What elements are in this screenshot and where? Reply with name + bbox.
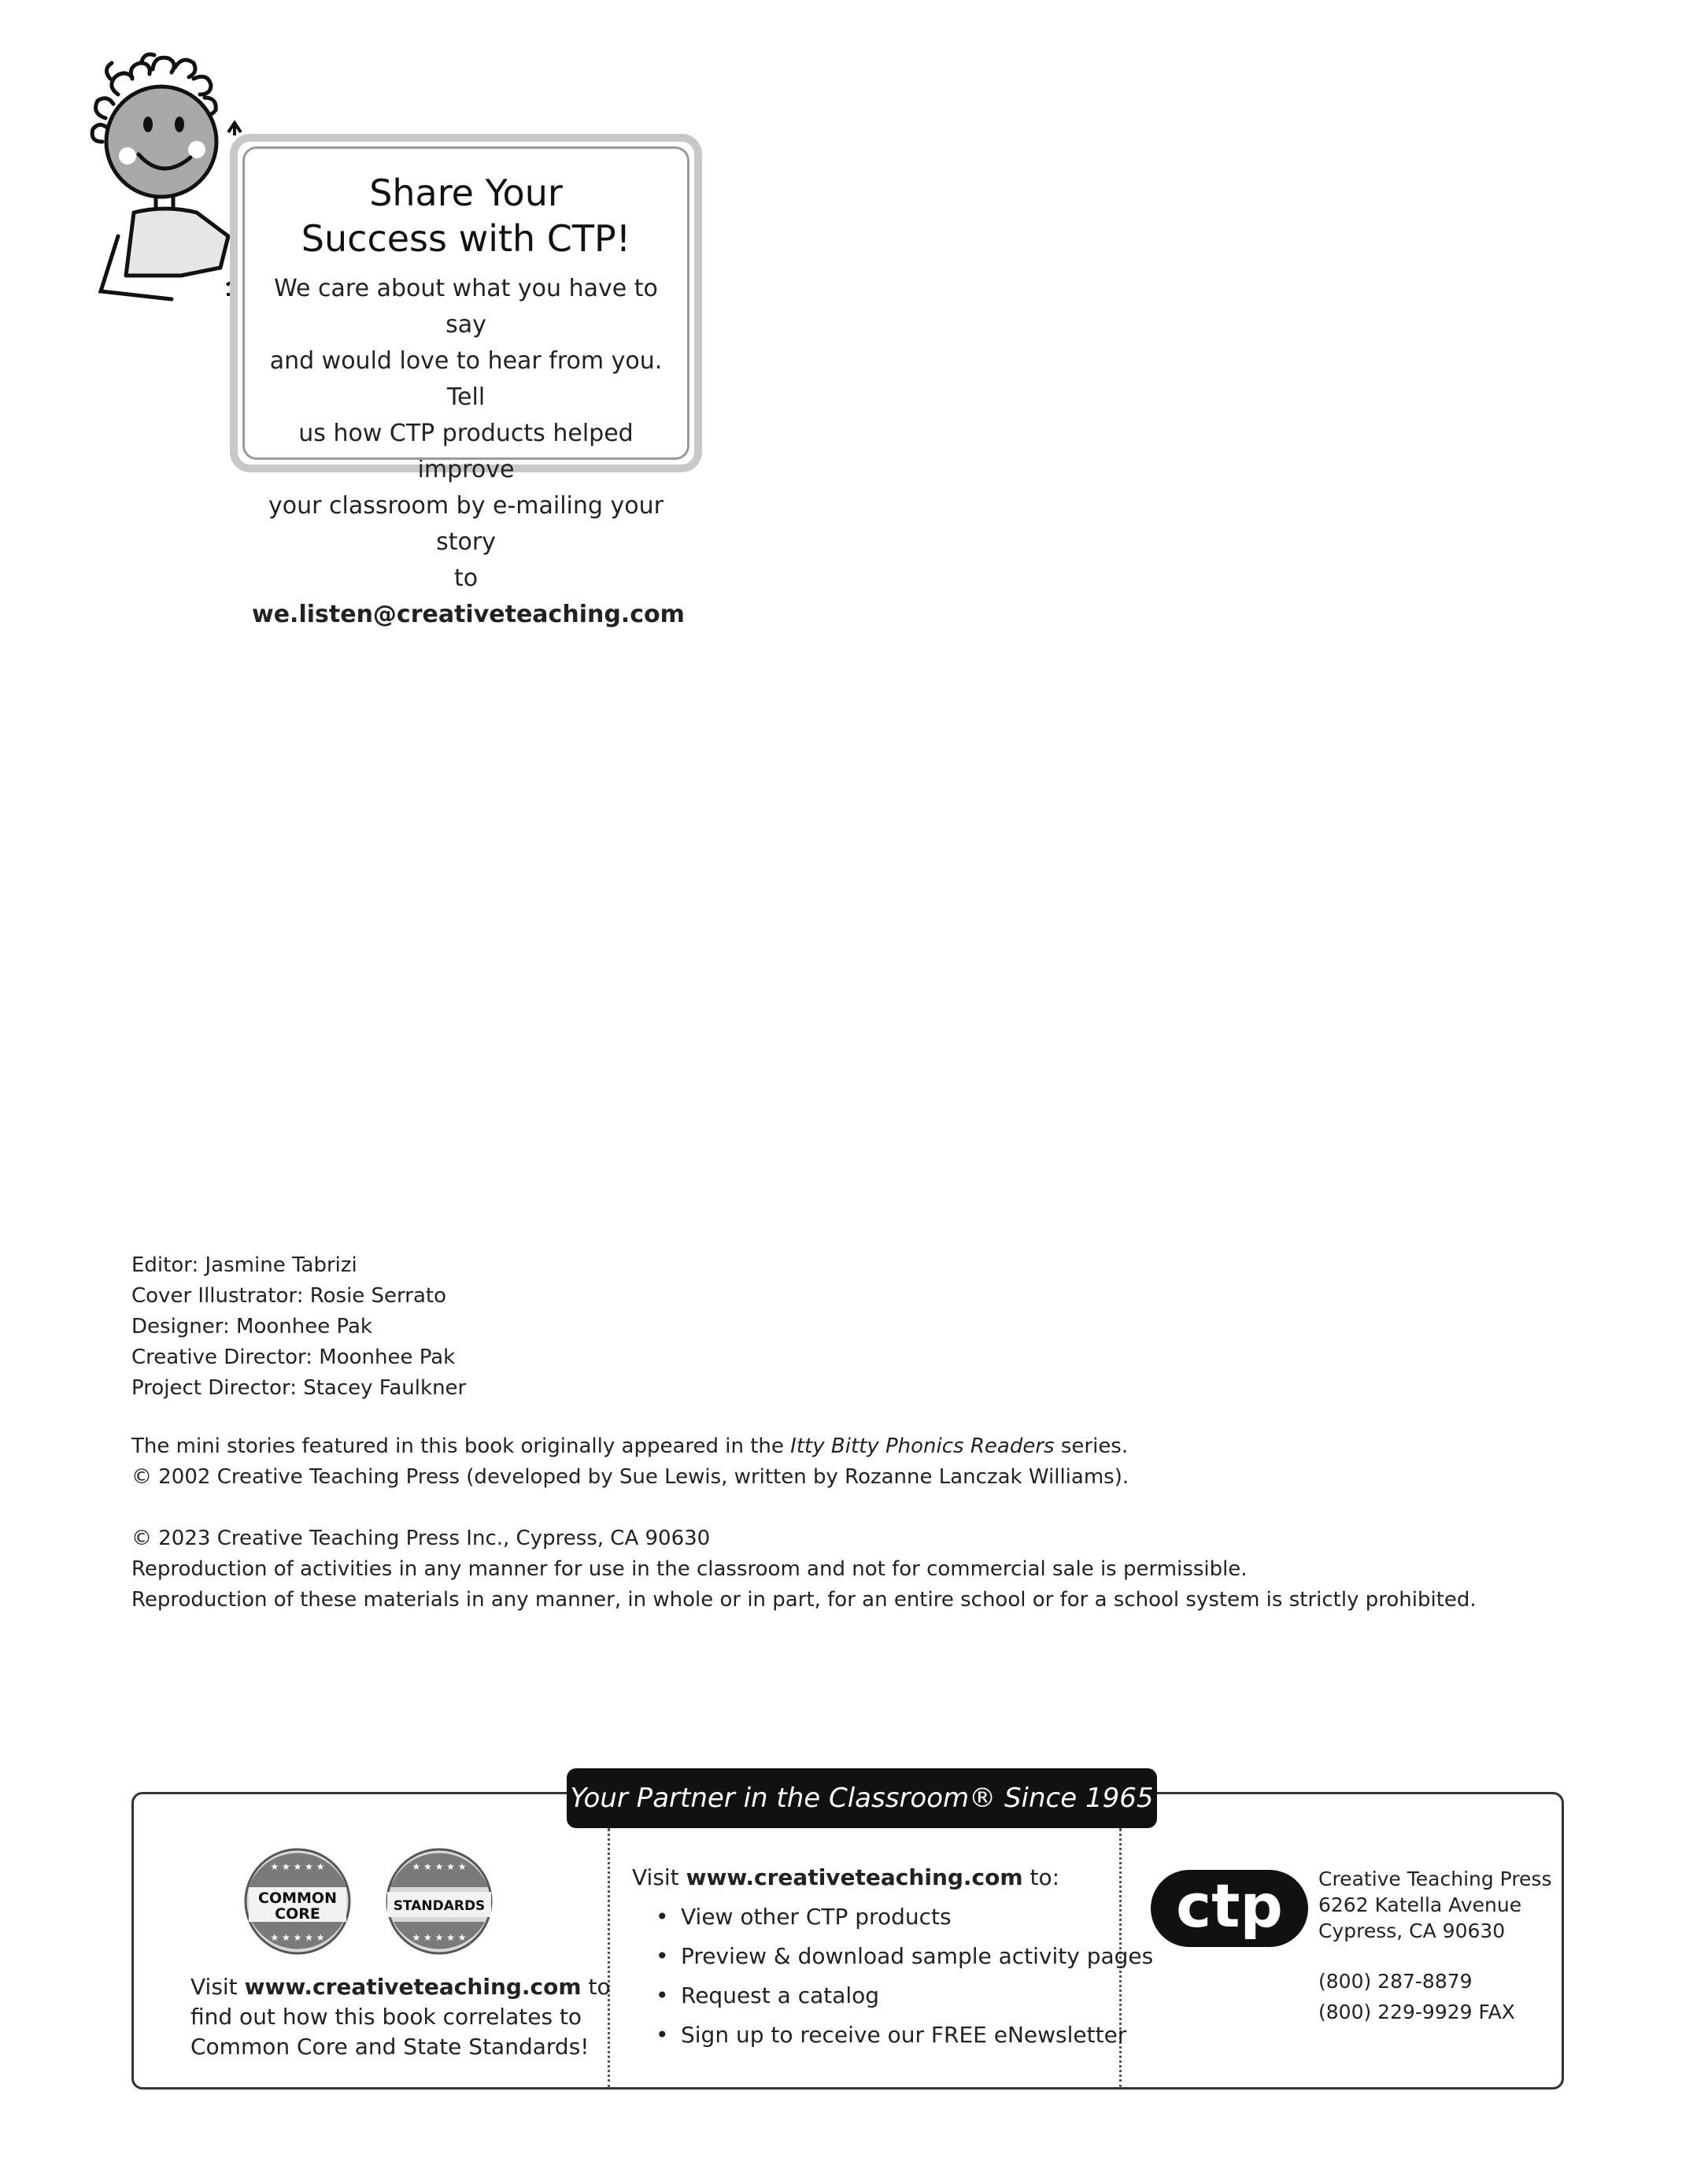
seal-text-line-1 <box>190 1972 611 2002</box>
share-title-line-2: Success with CTP! <box>301 217 631 260</box>
svg-text:★ ★ ★ ★ ★: ★ ★ ★ ★ ★ <box>270 1861 325 1872</box>
share-success-card <box>230 134 702 628</box>
svg-text:★ ★ ★ ★ ★: ★ ★ ★ ★ ★ <box>412 1932 467 1943</box>
footer-tagline: Your Partner in the Classroom® Since 1965 <box>567 1768 1157 1828</box>
credit-project-director: Project Director: Stacey Faulkner <box>131 1376 467 1400</box>
credit-editor: Editor: Jasmine Tabrizi <box>131 1253 357 1277</box>
share-body-line: your classroom by e-mailing your story <box>268 492 664 556</box>
visit-item-samples: • Preview & download sample activity pages <box>681 1937 1153 1976</box>
common-core-line-1: COMMON <box>258 1890 337 1907</box>
legal-notice <box>131 1523 1477 1616</box>
publisher-phones <box>1318 1966 1515 2027</box>
visit-item-catalog: • Request a catalog <box>681 1976 1153 2016</box>
common-core-seal-icon <box>246 1849 349 1953</box>
original-suffix: series. <box>1054 1434 1129 1458</box>
state-standards-seal-icon <box>387 1849 491 1953</box>
address-city: Cypress, CA 90630 <box>1318 1919 1506 1942</box>
seal-text-line-3: Common Core and State Standards! <box>190 2034 590 2060</box>
fax-number: (800) 229-9929 FAX <box>1318 2001 1515 2023</box>
visit-item-products: • View other CTP products <box>681 1897 1153 1937</box>
email-prefix: to <box>453 565 479 592</box>
ctp-logo-text: ctp <box>1176 1871 1283 1941</box>
svg-text:★ ★ ★ ★ ★: ★ ★ ★ ★ ★ <box>412 1861 467 1872</box>
credit-designer: Designer: Moonhee Pak <box>131 1315 372 1338</box>
visit-heading <box>632 1858 1153 1897</box>
share-title-line-1: Share Your <box>369 172 563 214</box>
share-body-line: us how CTP products helped improve <box>298 420 634 483</box>
visit-list <box>632 1897 1153 2055</box>
reproduction-permitted: Reproduction of activities in any manner for use in the classroom and not for commercial sale is permissible. <box>131 1557 1248 1581</box>
credit-creative-director: Creative Director: Moonhee Pak <box>131 1346 456 1369</box>
seal-text-line-2: find out how this book correlates to <box>190 2004 582 2030</box>
visit-prefix: Visit <box>632 1864 686 1890</box>
reproduction-prohibited: Reproduction of these materials in any manner, in whole or in part, for an entire school or for a school system is strictly prohibited. <box>131 1588 1477 1612</box>
visit-item-newsletter: • Sign up to receive our FREE eNewsletter <box>681 2016 1153 2055</box>
credit-cover-illustrator: Cover Illustrator: Rosie Serrato <box>131 1284 447 1308</box>
email-link[interactable]: we.listen@creativeteaching.com <box>252 601 685 628</box>
svg-text:★ ★ ★ ★ ★: ★ ★ ★ ★ ★ <box>270 1932 325 1943</box>
share-body-line-email <box>252 561 685 633</box>
common-core-line-2: CORE <box>275 1905 320 1923</box>
original-line-1 <box>131 1431 1129 1462</box>
phone-number: (800) 287-8879 <box>1318 1970 1473 1993</box>
ctp-logo <box>1151 1870 1308 1947</box>
original-prefix: The mini stories featured in this book originally appeared in the <box>131 1434 791 1458</box>
standards-correlation-text <box>190 1972 611 2062</box>
card-inner-border <box>242 146 689 460</box>
visit-website-section <box>632 1858 1153 2055</box>
seal-visit-suffix: to <box>581 1974 611 2000</box>
publisher-address <box>1318 1866 1551 1944</box>
seal-website-link[interactable]: www.creativeteaching.com <box>244 1974 582 2000</box>
original-source-note <box>131 1431 1129 1493</box>
credits-list <box>131 1250 466 1404</box>
visit-suffix: to: <box>1022 1864 1060 1890</box>
address-company: Creative Teaching Press <box>1318 1868 1552 1890</box>
original-line-2: © 2002 Creative Teaching Press (developed by Sue Lewis, written by Rozanne Lanczak Williams). <box>131 1465 1129 1489</box>
series-title: Itty Bitty Phonics Readers <box>790 1434 1055 1458</box>
seal-visit-prefix: Visit <box>190 1974 245 2000</box>
standards-label: STANDARDS <box>393 1898 486 1914</box>
address-street: 6262 Katella Avenue <box>1318 1893 1522 1916</box>
share-body-line: and would love to hear from you. Tell <box>269 347 663 411</box>
standards-seals <box>244 1846 496 1956</box>
share-body-line: We care about what you have to say <box>274 275 658 339</box>
copyright-line: © 2023 Creative Teaching Press Inc., Cypress, CA 90630 <box>131 1527 711 1550</box>
visit-website-link[interactable]: www.creativeteaching.com <box>686 1864 1023 1890</box>
